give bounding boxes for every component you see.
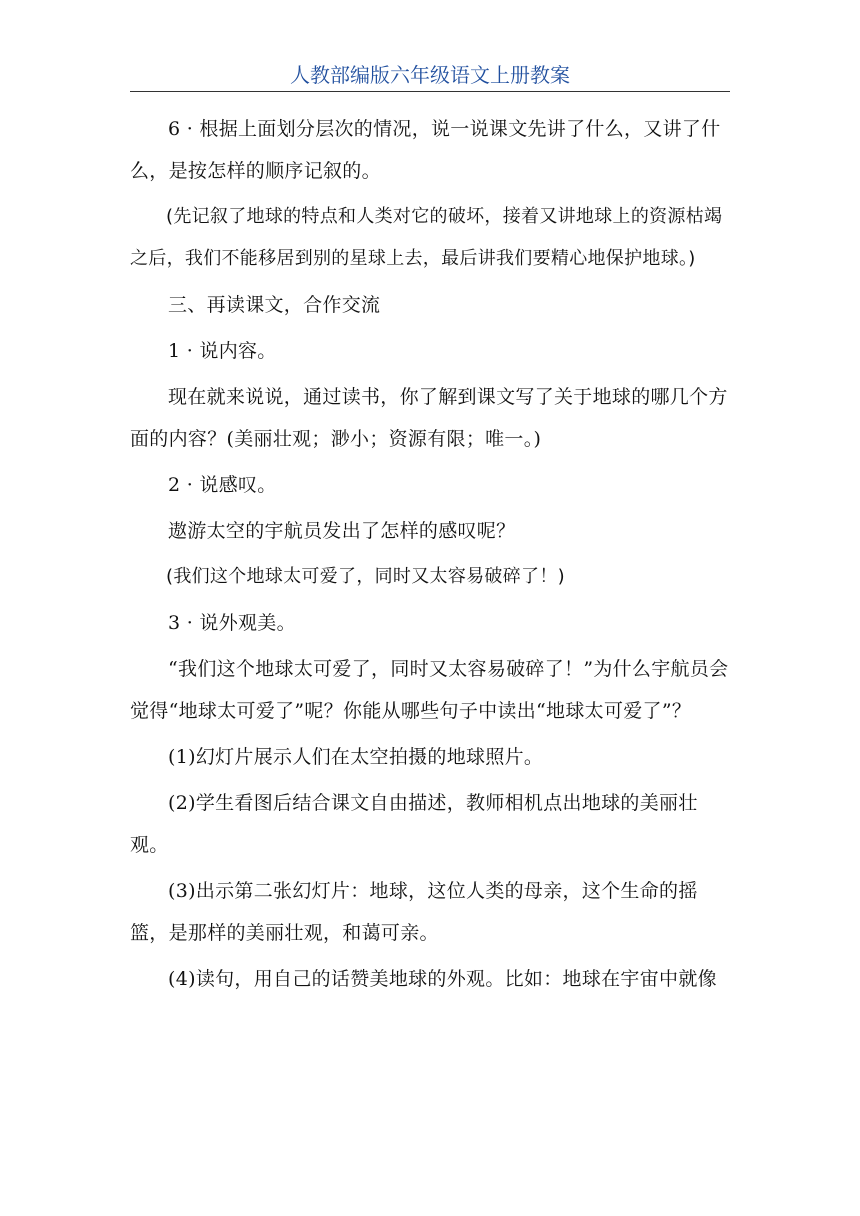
paragraph-item-1: (1)幻灯片展示人们在太空拍摄的地球照片。: [168, 746, 544, 768]
paragraph-item-4: (4)读句，用自己的话赞美地球的外观。比如：地球在宇宙中就像: [168, 968, 717, 990]
paragraph-step-2: 2 · 说感叹。: [168, 474, 277, 496]
paragraph-lovely-question: “我们这个地球太可爱了，同时又太容易破碎了！”为什么宇航员会觉得“地球太可爱了”呢？你能从哪些句子中读出“地球太可爱了”？: [130, 658, 729, 722]
paragraph-item-2: (2)学生看图后结合课文自由描述，教师相机点出地球的美丽壮观。: [130, 792, 698, 856]
paragraph-content-question: 现在就来说说，通过读书，你了解到课文写了关于地球的哪几个方面的内容？(美丽壮观；渺小；资源有限；唯一。): [130, 386, 728, 450]
paragraph-exclaim-question: 遨游太空的宇航员发出了怎样的感叹呢？: [168, 520, 516, 542]
paragraph-step-1: 1 · 说内容。: [168, 340, 277, 362]
paragraph-answer-sequence: (先记叙了地球的特点和人类对它的破坏，接着又讲地球上的资源枯竭之后，我们不能移居到别的星球上去，最后讲我们要精心地保护地球。): [130, 206, 723, 269]
document-body: [130, 108, 730, 1004]
paragraph-step-3: 3 · 说外观美。: [168, 612, 296, 634]
paragraph-step-6: 6 · 根据上面划分层次的情况，说一说课文先讲了什么，又讲了什么，是按怎样的顺序记叙的。: [130, 118, 721, 182]
paragraph-exclaim-answer: (我们这个地球太可爱了，同时又太容易破碎了！): [166, 566, 565, 587]
section-heading-reread: 三、再读课文，合作交流: [168, 294, 381, 316]
paragraph-item-3: (3)出示第二张幻灯片：地球，这位人类的母亲，这个生命的摇篮，是那样的美丽壮观，和蔼可亲。: [130, 880, 698, 944]
header-divider: [130, 91, 730, 92]
page-header-title: 人教部编版六年级语文上册教案: [290, 63, 570, 87]
